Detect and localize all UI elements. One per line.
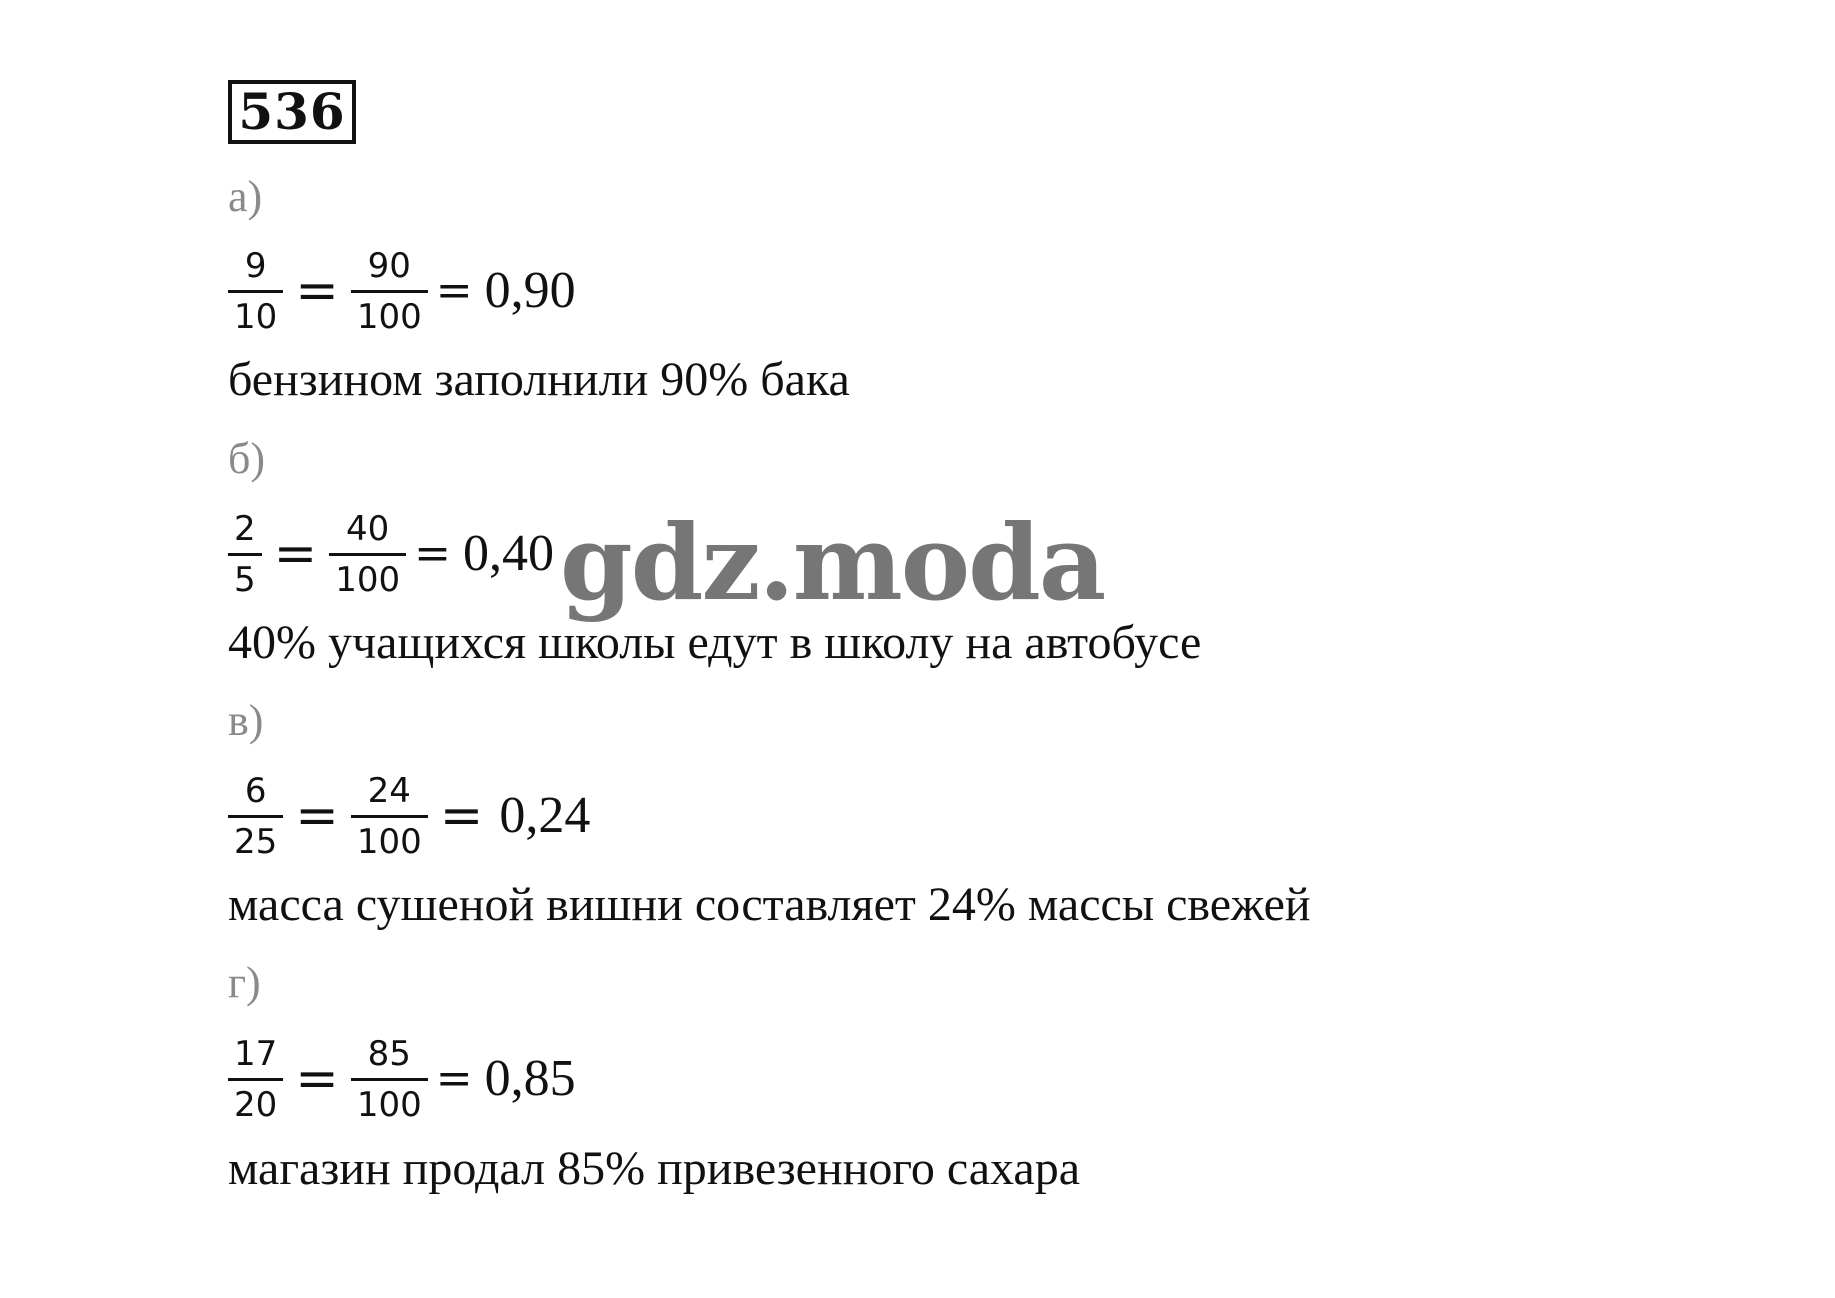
denominator: 100 xyxy=(329,553,406,600)
decimal-value-g: 0,85 xyxy=(484,1050,576,1107)
fraction-v-1 xyxy=(228,771,283,862)
equals-sign: = xyxy=(414,528,451,579)
equals-sign: = xyxy=(295,261,339,321)
numerator: 24 xyxy=(367,770,411,811)
part-label-a: а) xyxy=(228,172,263,221)
numerator: 9 xyxy=(244,245,267,286)
denominator: 100 xyxy=(351,1078,428,1125)
fraction-a-2 xyxy=(351,246,428,337)
problem-number: 536 xyxy=(228,80,356,144)
answer-a: бензином заполнили 90% бака xyxy=(228,353,850,406)
part-label-b: б) xyxy=(228,434,266,483)
numerator: 40 xyxy=(346,508,390,549)
part-label-g: г) xyxy=(228,958,261,1007)
fraction-b-1 xyxy=(228,509,262,600)
equals-sign: = xyxy=(435,1053,473,1104)
fraction-v-2 xyxy=(351,771,428,862)
equation-v xyxy=(228,761,590,871)
numerator: 90 xyxy=(367,245,411,286)
equation-b xyxy=(228,499,554,609)
denominator: 100 xyxy=(351,815,428,862)
answer-g: магазин продал 85% привезенного сахара xyxy=(228,1142,1081,1195)
fraction-a-1 xyxy=(228,246,283,337)
decimal-value-a: 0,90 xyxy=(484,262,576,319)
watermark-logo: gdz.moda xyxy=(560,501,1105,624)
equation-a xyxy=(228,236,576,346)
denominator: 100 xyxy=(351,290,428,337)
answer-v: масса сушеной вишни составляет 24% массы свежей xyxy=(228,878,1311,931)
fraction-g-1 xyxy=(228,1034,283,1125)
part-label-v: в) xyxy=(228,696,264,745)
decimal-value-v: 0,24 xyxy=(499,787,591,844)
equation-g xyxy=(228,1024,576,1134)
numerator: 85 xyxy=(367,1033,411,1074)
fraction-b-2 xyxy=(329,509,406,600)
fraction-g-2 xyxy=(351,1034,428,1125)
equals-sign: = xyxy=(295,786,339,846)
equals-sign: = xyxy=(435,265,473,316)
equals-sign: = xyxy=(439,786,484,846)
numerator: 2 xyxy=(234,508,256,549)
equals-sign: = xyxy=(295,1049,339,1109)
denominator: 5 xyxy=(228,553,262,600)
denominator: 20 xyxy=(228,1078,283,1125)
equals-sign: = xyxy=(273,524,318,584)
numerator: 6 xyxy=(244,770,267,811)
decimal-value-b: 0,40 xyxy=(463,525,554,582)
numerator: 17 xyxy=(234,1033,278,1074)
denominator: 25 xyxy=(228,815,283,862)
denominator: 10 xyxy=(228,290,283,337)
answer-b: 40% учащихся школы едут в школу на автобусе xyxy=(228,616,1202,669)
